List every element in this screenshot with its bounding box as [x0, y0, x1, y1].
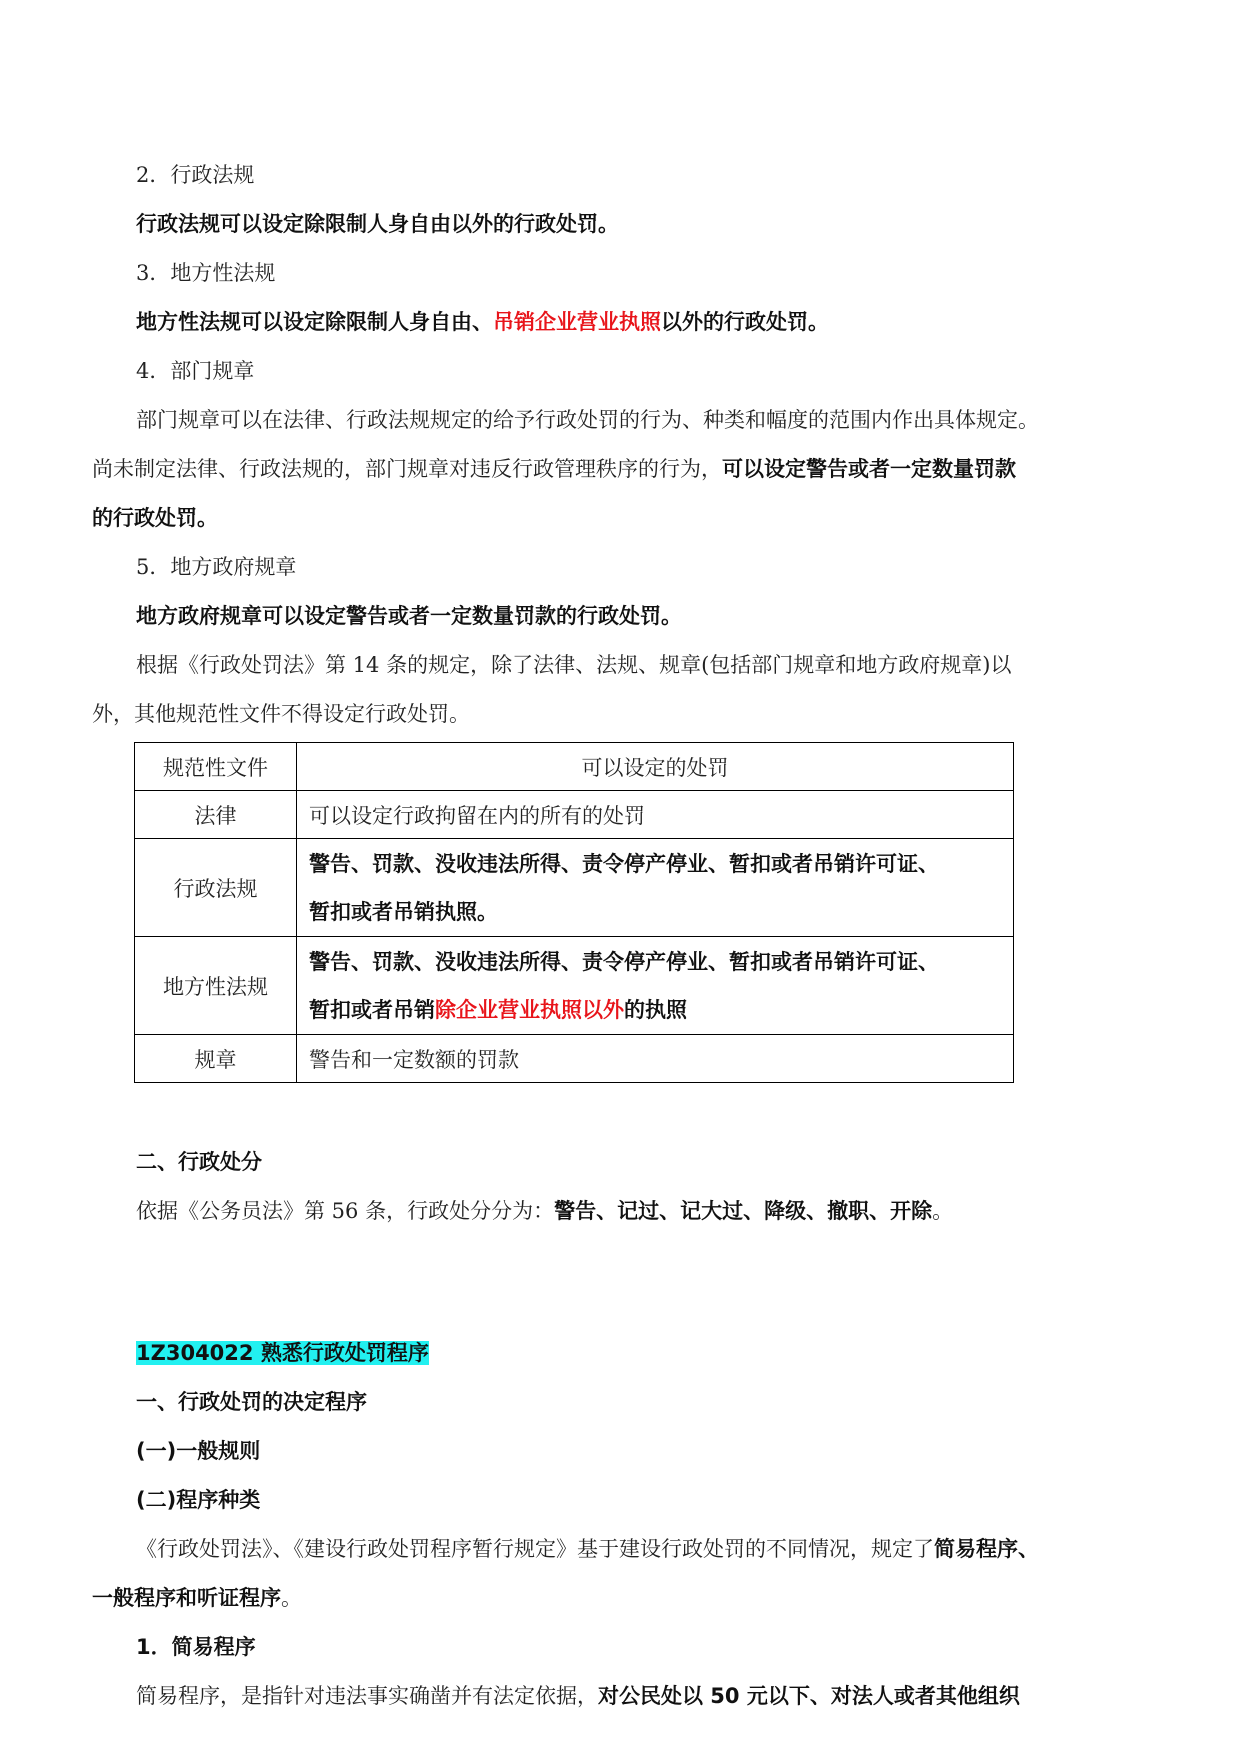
procedure-types-line-1: 《行政处罚法》、《建设行政处罚程序暂行规定》基于建设行政处罚的不同情况，规定了简易程序、	[136, 1537, 1039, 1561]
section-3-body: 地方性法规可以设定除限制人身自由、吊销企业营业执照以外的行政处罚。	[136, 310, 829, 334]
section-5-heading: 5．地方政府规章	[136, 555, 297, 579]
cyan-highlight: 1Z304022 熟悉行政处罚程序	[136, 1341, 429, 1365]
section-5-body: 地方政府规章可以设定警告或者一定数量罚款的行政处罚。	[136, 604, 682, 628]
section-2-heading: 2．行政法规	[136, 163, 255, 187]
table-row	[135, 937, 1014, 1035]
table-row	[135, 791, 1014, 839]
section-4-heading: 4．部门规章	[136, 359, 255, 383]
section-4-line-2: 尚未制定法律、行政法规的，部门规章对违反行政管理秩序的行为，可以设定警告或者一定数量罚款	[92, 457, 1016, 481]
article-14-line-1: 根据《行政处罚法》第 14 条的规定，除了法律、法规、规章(包括部门规章和地方政府规章)以	[136, 653, 1012, 677]
table-row	[135, 839, 1014, 937]
penalty-table	[134, 742, 1014, 1083]
section-4-line-3: 的行政处罚。	[92, 506, 218, 530]
topic-code-heading	[92, 1329, 1108, 1378]
table-header-cell: 规范性文件	[135, 743, 297, 791]
section-2-body: 行政法规可以设定除限制人身自由以外的行政处罚。	[136, 212, 619, 236]
table-cell-label: 规章	[135, 1035, 297, 1083]
highlight-red-text: 吊销企业营业执照	[493, 310, 661, 334]
table-cell-value: 警告和一定数额的罚款	[297, 1035, 1014, 1083]
table-header-row	[135, 743, 1014, 791]
decision-procedure-heading: 一、行政处罚的决定程序	[136, 1390, 367, 1414]
section-4-line-1: 部门规章可以在法律、行政法规规定的给予行政处罚的行为、种类和幅度的范围内作出具体规定。	[136, 408, 1039, 432]
table-cell-label: 法律	[135, 791, 297, 839]
procedure-types-line-2: 一般程序和听证程序。	[92, 1586, 302, 1610]
general-rules-heading: (一)一般规则	[136, 1439, 261, 1463]
section-3-heading: 3．地方性法规	[136, 261, 276, 285]
table-cell-label: 行政法规	[135, 839, 297, 937]
admin-sanction-body: 依据《公务员法》第 56 条，行政处分分为：警告、记过、记大过、降级、撤职、开除。	[136, 1199, 954, 1223]
article-14-line-2: 外，其他规范性文件不得设定行政处罚。	[92, 702, 470, 726]
table-row	[135, 1035, 1014, 1083]
table-cell-value: 可以设定行政拘留在内的所有的处罚	[297, 791, 1014, 839]
section-2-admin-sanction-heading: 二、行政处分	[136, 1150, 262, 1174]
procedure-types-heading: (二)程序种类	[136, 1488, 261, 1512]
simple-procedure-heading: 1．简易程序	[136, 1635, 256, 1659]
table-cell-value: 警告、罚款、没收违法所得、责令停产停业、暂扣或者吊销许可证、 暂扣或者吊销执照。	[297, 839, 1014, 937]
table-header-cell: 可以设定的处罚	[297, 743, 1014, 791]
table-cell-label: 地方性法规	[135, 937, 297, 1035]
simple-procedure-body: 简易程序，是指针对违法事实确凿并有法定依据，对公民处以 50 元以下、对法人或者其他组织	[136, 1684, 1020, 1708]
highlight-red-text: 除企业营业执照以外	[435, 997, 624, 1022]
table-cell-value: 警告、罚款、没收违法所得、责令停产停业、暂扣或者吊销许可证、 暂扣或者吊销除企业营业执照以外的执照	[297, 937, 1014, 1035]
